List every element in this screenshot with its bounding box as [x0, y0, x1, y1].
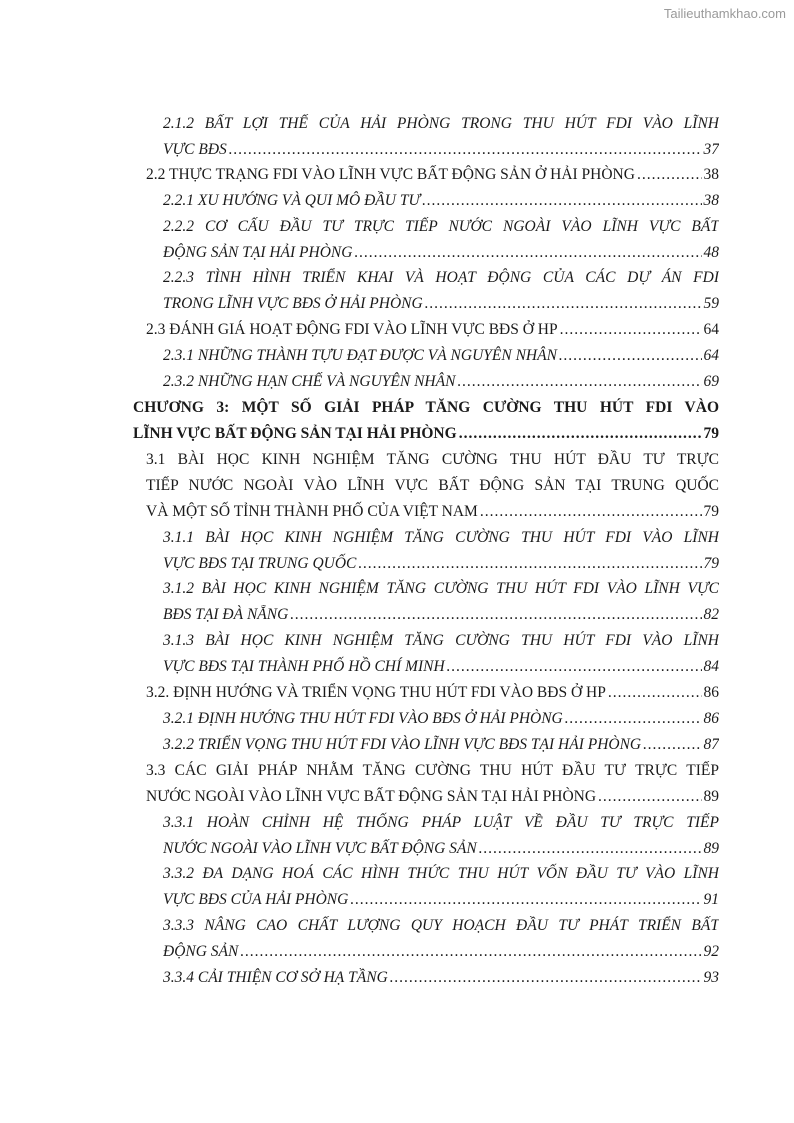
toc-page-number: 79 [703, 425, 719, 442]
toc-page-number: 38 [703, 192, 719, 209]
toc-entry[interactable] [146, 758, 719, 810]
toc-entry[interactable] [146, 680, 719, 706]
dot-leader [598, 784, 701, 810]
dot-leader [240, 939, 701, 965]
toc-entry[interactable] [146, 317, 719, 343]
toc-entry[interactable] [163, 111, 719, 163]
toc-entry-line: 3.3.1 HOÀN CHỈNH HỆ THỐNG PHÁP LUẬT VỀ ĐẦU TƯ TRỰC TIẾP [163, 814, 719, 831]
toc-entry-line: CHƯƠNG 3: MỘT SỐ GIẢI PHÁP TĂNG CƯỜNG THU HÚT FDI VÀO [133, 399, 719, 416]
dot-leader [459, 421, 702, 447]
toc-entry[interactable] [146, 162, 719, 188]
toc-page-number: 84 [703, 658, 719, 675]
toc-page-number: 86 [703, 710, 719, 727]
toc-entry-line: 3.1.1 BÀI HỌC KINH NGHIỆM TĂNG CƯỜNG THU HÚT FDI VÀO LĨNH [163, 529, 719, 546]
toc-page-number: 38 [703, 166, 719, 183]
dot-leader [290, 602, 701, 628]
toc-entry-line: 3.2. ĐỊNH HƯỚNG VÀ TRIỂN VỌNG THU HÚT FDI VÀO BĐS Ở HP [146, 684, 606, 701]
toc-page-number: 69 [703, 373, 719, 390]
toc-page-number: 37 [703, 141, 719, 158]
toc-entry-line: 3.3.2 ĐA DẠNG HOÁ CÁC HÌNH THỨC THU HÚT VỐN ĐẦU TƯ VÀO LĨNH [163, 865, 719, 882]
toc-page-number: 82 [703, 606, 719, 623]
toc-entry[interactable] [163, 576, 719, 628]
toc-page-number: 89 [703, 788, 719, 805]
toc-entry-line: 2.2 THỰC TRẠNG FDI VÀO LĨNH VỰC BẤT ĐỘNG SẢN Ở HẢI PHÒNG [146, 166, 635, 183]
dot-leader [229, 137, 702, 163]
dot-leader [390, 965, 702, 991]
toc-entry-line: 3.2.2 TRIỂN VỌNG THU HÚT FDI VÀO LĨNH VỰC BĐS TẠI HẢI PHÒNG [163, 736, 642, 753]
toc-page-number: 48 [703, 244, 719, 261]
dot-leader [425, 291, 702, 317]
toc-entry[interactable] [163, 965, 719, 991]
dot-leader [447, 654, 702, 680]
dot-leader [350, 887, 701, 913]
toc-page-number: 89 [703, 840, 719, 857]
toc-entry[interactable] [163, 214, 719, 266]
toc-entry[interactable] [146, 447, 719, 525]
toc-entry-line: 2.3.2 NHỮNG HẠN CHẾ VÀ NGUYÊN NHÂN [163, 373, 456, 390]
toc-entry-line: 2.3.1 NHỮNG THÀNH TỰU ĐẠT ĐƯỢC VÀ NGUYÊN NHÂN [163, 347, 557, 364]
toc-entry-line: 3.1.2 BÀI HỌC KINH NGHIỆM TĂNG CƯỜNG THU HÚT FDI VÀO LĨNH VỰC [163, 580, 719, 597]
toc-entry[interactable] [163, 810, 719, 862]
toc-entry-line: 2.2.1 XU HƯỚNG VÀ QUI MÔ ĐẦU TƯ [163, 192, 421, 209]
toc-page-number: 79 [703, 555, 719, 572]
toc-entry-line: NƯỚC NGOÀI VÀO LĨNH VỰC BẤT ĐỘNG SẢN [163, 840, 477, 857]
dot-leader [643, 732, 701, 758]
toc-entry-line: 2.1.2 BẤT LỢI THẾ CỦA HẢI PHÒNG TRONG THU HÚT FDI VÀO LĨNH [163, 115, 719, 132]
toc-chapter-entry[interactable] [133, 395, 719, 447]
toc-entry[interactable] [163, 861, 719, 913]
watermark-text: Tailieuthamkhao.com [663, 6, 786, 21]
toc-entry[interactable] [163, 732, 719, 758]
dot-leader [560, 317, 702, 343]
dot-leader [559, 343, 702, 369]
toc-page-number: 64 [703, 347, 719, 364]
toc-page-number: 79 [703, 503, 719, 520]
toc-entry-line: BĐS TẠI ĐÀ NẴNG [163, 606, 289, 623]
toc-entry-line: 3.3.3 NÂNG CAO CHẤT LƯỢNG QUY HOẠCH ĐẦU TƯ PHÁT TRIỂN BẤT [163, 917, 719, 934]
toc-entry-line: 3.2.1 ĐỊNH HƯỚNG THU HÚT FDI VÀO BĐS Ở HẢI PHÒNG [163, 710, 563, 727]
toc-entry-line: ĐỘNG SẢN [163, 943, 239, 960]
toc-entry[interactable] [163, 913, 719, 965]
toc-entry-line: VỰC BĐS TẠI THÀNH PHỐ HỒ CHÍ MINH [163, 658, 445, 675]
toc-entry-line: 3.1.3 BÀI HỌC KINH NGHIỆM TĂNG CƯỜNG THU HÚT FDI VÀO LĨNH [163, 632, 719, 649]
toc-entry-line: 2.2.3 TÌNH HÌNH TRIỂN KHAI VÀ HOẠT ĐỘNG CỦA CÁC DỰ ÁN FDI [163, 269, 719, 286]
toc-page-number: 93 [703, 969, 719, 986]
toc-entry-line: VỰC BĐS [163, 141, 227, 158]
toc-page-number: 87 [703, 736, 719, 753]
toc-page-number: 86 [703, 684, 719, 701]
toc-entry-line: 2.2.2 CƠ CẤU ĐẦU TƯ TRỰC TIẾP NƯỚC NGOÀI VÀO LĨNH VỰC BẤT [163, 218, 719, 235]
toc-entry[interactable] [163, 188, 719, 214]
toc-entry[interactable] [163, 343, 719, 369]
dot-leader [608, 680, 702, 706]
toc-page-number: 59 [703, 295, 719, 312]
dot-leader [457, 369, 701, 395]
toc-entry-line: 3.1 BÀI HỌC KINH NGHIỆM TĂNG CƯỜNG THU HÚT ĐẦU TƯ TRỰC [146, 451, 719, 468]
toc-page-number: 92 [703, 943, 719, 960]
dot-leader [358, 551, 701, 577]
toc-entry[interactable] [163, 628, 719, 680]
toc-entry[interactable] [163, 706, 719, 732]
dot-leader [354, 240, 701, 266]
toc-entry-line: TIẾP NƯỚC NGOÀI VÀO LĨNH VỰC BẤT ĐỘNG SẢN TẠI TRUNG QUỐC [146, 477, 719, 494]
toc-entry-line: ĐỘNG SẢN TẠI HẢI PHÒNG [163, 244, 353, 261]
toc-entry-line: TRONG LĨNH VỰC BĐS Ở HẢI PHÒNG [163, 295, 423, 312]
dot-leader [480, 499, 702, 525]
dot-leader [479, 836, 702, 862]
toc-entry-line: VỰC BĐS TẠI TRUNG QUỐC [163, 555, 357, 572]
toc-entry-line: VÀ MỘT SỐ TỈNH THÀNH PHỐ CỦA VIỆT NAM [146, 503, 478, 520]
toc-entry-line: VỰC BĐS CỦA HẢI PHÒNG [163, 891, 349, 908]
toc-entry[interactable] [163, 525, 719, 577]
toc-page-number: 64 [703, 321, 719, 338]
toc-entry-line: 3.3.4 CẢI THIỆN CƠ SỞ HẠ TẦNG [163, 969, 388, 986]
toc-page-number: 91 [703, 891, 719, 908]
dot-leader [565, 706, 702, 732]
toc-entry[interactable] [163, 265, 719, 317]
toc-entry-line: 2.3 ĐÁNH GIÁ HOẠT ĐỘNG FDI VÀO LĨNH VỰC BĐS Ở HP [146, 321, 558, 338]
toc-entry-line: NƯỚC NGOÀI VÀO LĨNH VỰC BẤT ĐỘNG SẢN TẠI HẢI PHÒNG [146, 788, 597, 805]
toc-entry[interactable] [163, 369, 719, 395]
dot-leader [637, 162, 702, 188]
toc-entry-line: LĨNH VỰC BẤT ĐỘNG SẢN TẠI HẢI PHÒNG [133, 425, 457, 442]
dot-leader [422, 188, 701, 214]
toc-entry-line: 3.3 CÁC GIẢI PHÁP NHẰM TĂNG CƯỜNG THU HÚT ĐẦU TƯ TRỰC TIẾP [146, 762, 719, 779]
